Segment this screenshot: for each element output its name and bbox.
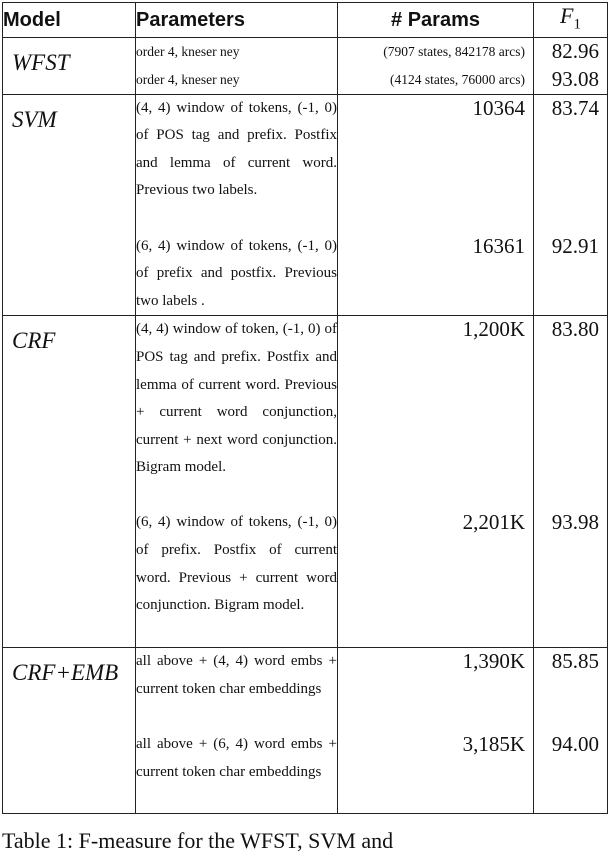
- header-num-params: # Params: [338, 3, 534, 38]
- f1-value: 82.96: [551, 39, 599, 64]
- params-cell: [136, 38, 338, 94]
- group-crf: [3, 316, 608, 648]
- num-params-value: 16361: [472, 233, 525, 258]
- f1-value: 85.85: [551, 649, 599, 674]
- f1-cell: [534, 648, 608, 814]
- params-cell: [136, 316, 338, 648]
- f1-value: 83.74: [551, 95, 599, 120]
- group-crf-emb: [3, 648, 608, 814]
- model-cell: [3, 648, 136, 814]
- header-row: [3, 3, 608, 38]
- params-text: all above + (6, 4) word embs + current token char embeddings: [136, 736, 337, 780]
- header-parameters: Parameters: [136, 3, 338, 38]
- f1-value: 94.00: [551, 732, 599, 757]
- num-params-cell: [338, 316, 534, 648]
- params-text: order 4, kneser ney: [136, 44, 240, 60]
- group-svm: [3, 94, 608, 316]
- model-cell: [3, 94, 136, 316]
- params-cell: [136, 648, 338, 814]
- num-params-value: 3,185K: [462, 732, 525, 757]
- results-table: [2, 2, 608, 814]
- params-text: order 4, kneser ney: [136, 71, 240, 87]
- params-text: all above + (4, 4) word embs + current token char embeddings: [136, 653, 337, 697]
- num-params-cell: [338, 648, 534, 814]
- f1-cell: [534, 316, 608, 648]
- num-params-value: (7907 states, 842178 arcs): [383, 44, 525, 60]
- model-name-crf-emb: CRF+EMB: [12, 660, 119, 686]
- params-text: (6, 4) window of tokens, (-1, 0) of prefix. Postfix of current word. Previous + current word conjunction. Bigram model.: [136, 514, 337, 614]
- model-name-wfst: WFST: [12, 50, 70, 76]
- header-f1-letter: F: [560, 3, 574, 28]
- f1-value: 93.98: [551, 510, 599, 535]
- model-cell: [3, 316, 136, 648]
- group-wfst: [3, 38, 608, 94]
- f1-value: 93.08: [551, 66, 599, 91]
- num-params-value: 10364: [472, 95, 525, 120]
- num-params-value: 1,390K: [462, 649, 525, 674]
- f1-value: 83.80: [551, 317, 599, 342]
- f1-cell: [534, 38, 608, 94]
- num-params-cell: [338, 38, 534, 94]
- model-cell: [3, 38, 136, 94]
- model-name-svm: SVM: [12, 106, 57, 132]
- params-text: (6, 4) window of tokens, (-1, 0) of prefix and postfix. Previous two labels .: [136, 237, 337, 309]
- table-caption: Table 1: F-measure for the WFST, SVM and: [2, 828, 394, 853]
- params-text: (4, 4) window of token, (-1, 0) of POS tag and prefix. Postfix and lemma of current word. Previous + current word conjunction, current + next word conjunction. Bigram model.: [136, 321, 337, 476]
- num-params-value: (4124 states, 76000 arcs): [390, 71, 525, 87]
- f1-value: 92.91: [551, 233, 599, 258]
- num-params-value: 1,200K: [462, 317, 525, 342]
- header-model: Model: [3, 3, 136, 38]
- f1-cell: [534, 94, 608, 316]
- params-text: (4, 4) window of tokens, (-1, 0) of POS tag and prefix. Postfix and lemma of current word. Previous two labels.: [136, 99, 337, 199]
- num-params-value: 2,201K: [462, 510, 525, 535]
- params-cell: [136, 94, 338, 316]
- num-params-cell: [338, 94, 534, 316]
- header-f1: [534, 3, 608, 38]
- header-f1-subscript: 1: [573, 16, 581, 33]
- model-name-crf: CRF: [12, 328, 56, 354]
